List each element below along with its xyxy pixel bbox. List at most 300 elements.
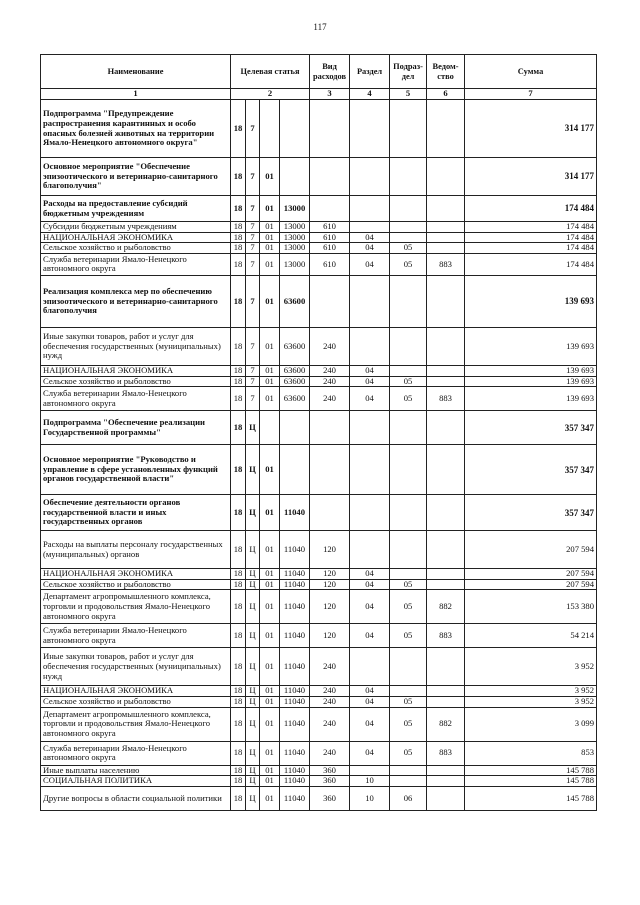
target-code-2: 7 — [246, 387, 260, 411]
header-target-article: Целевая статья — [231, 55, 310, 89]
target-code-4: 11040 — [280, 741, 310, 765]
target-code-3: 01 — [260, 387, 280, 411]
row-name: Субсидии бюджетным учреждениям — [41, 222, 231, 233]
table-row — [41, 387, 597, 411]
amount-cell: 174 484 — [465, 232, 597, 243]
department-cell — [427, 648, 465, 686]
target-code-1: 18 — [231, 648, 246, 686]
department-cell: 883 — [427, 624, 465, 648]
target-code-1: 18 — [231, 100, 246, 158]
table-row — [41, 776, 597, 787]
subsection-cell: 05 — [390, 741, 427, 765]
row-name: Реализация комплекса мер по обеспечению эпизоотического и ветеринарно-санитарного благополучия — [41, 275, 231, 327]
target-code-2: 7 — [246, 243, 260, 254]
target-code-3: 01 — [260, 158, 280, 196]
department-cell — [427, 100, 465, 158]
target-code-1: 18 — [231, 376, 246, 387]
target-code-3: 01 — [260, 765, 280, 776]
expense-type-cell: 240 — [310, 327, 350, 365]
target-code-2: Ц — [246, 686, 260, 697]
table-row — [41, 531, 597, 569]
row-name: Иные закупки товаров, работ и услуг для обеспечения государственных (муниципальных) нужд — [41, 648, 231, 686]
section-cell: 04 — [350, 243, 390, 254]
header-amount: Сумма — [465, 55, 597, 89]
target-code-3: 01 — [260, 196, 280, 222]
target-code-1: 18 — [231, 495, 246, 531]
department-cell: 882 — [427, 590, 465, 624]
subsection-cell — [390, 222, 427, 233]
table-row — [41, 765, 597, 776]
target-code-1: 18 — [231, 387, 246, 411]
column-index: 1 — [41, 89, 231, 100]
target-code-2: Ц — [246, 579, 260, 590]
expense-type-cell: 120 — [310, 624, 350, 648]
target-code-2: 7 — [246, 196, 260, 222]
section-cell: 04 — [350, 253, 390, 275]
table-row — [41, 786, 597, 810]
table-row — [41, 222, 597, 233]
amount-cell: 174 484 — [465, 243, 597, 254]
table-body — [41, 100, 597, 811]
target-code-3: 01 — [260, 579, 280, 590]
target-code-2: Ц — [246, 648, 260, 686]
amount-cell: 3 952 — [465, 648, 597, 686]
subsection-cell — [390, 158, 427, 196]
target-code-4: 11040 — [280, 624, 310, 648]
department-cell: 883 — [427, 387, 465, 411]
department-cell — [427, 376, 465, 387]
expense-type-cell — [310, 411, 350, 445]
target-code-1: 18 — [231, 531, 246, 569]
table-header-row — [41, 55, 597, 89]
target-code-4: 63600 — [280, 327, 310, 365]
department-cell — [427, 569, 465, 580]
target-code-3: 01 — [260, 327, 280, 365]
amount-cell: 145 788 — [465, 765, 597, 776]
target-code-1: 18 — [231, 786, 246, 810]
department-cell — [427, 411, 465, 445]
row-name: Сельское хозяйство и рыболовство — [41, 579, 231, 590]
target-code-4: 11040 — [280, 590, 310, 624]
expense-type-cell: 360 — [310, 786, 350, 810]
row-name: НАЦИОНАЛЬНАЯ ЭКОНОМИКА — [41, 232, 231, 243]
row-name: Служба ветеринарии Ямало-Ненецкого автономного округа — [41, 624, 231, 648]
target-code-1: 18 — [231, 776, 246, 787]
target-code-2: 7 — [246, 376, 260, 387]
amount-cell: 139 693 — [465, 387, 597, 411]
section-cell: 04 — [350, 232, 390, 243]
target-code-4: 11040 — [280, 569, 310, 580]
target-code-2: Ц — [246, 569, 260, 580]
subsection-cell — [390, 365, 427, 376]
target-code-2: Ц — [246, 697, 260, 708]
expense-type-cell: 240 — [310, 387, 350, 411]
target-code-2: Ц — [246, 411, 260, 445]
subsection-cell — [390, 648, 427, 686]
department-cell: 883 — [427, 741, 465, 765]
section-cell: 04 — [350, 686, 390, 697]
department-cell — [427, 445, 465, 495]
target-code-4 — [280, 445, 310, 495]
section-cell — [350, 158, 390, 196]
section-cell: 04 — [350, 697, 390, 708]
expense-type-cell: 120 — [310, 590, 350, 624]
amount-cell: 174 484 — [465, 196, 597, 222]
section-cell — [350, 445, 390, 495]
row-name: СОЦИАЛЬНАЯ ПОЛИТИКА — [41, 776, 231, 787]
section-cell — [350, 648, 390, 686]
row-name: НАЦИОНАЛЬНАЯ ЭКОНОМИКА — [41, 686, 231, 697]
column-index: 7 — [465, 89, 597, 100]
table-row — [41, 569, 597, 580]
target-code-3: 01 — [260, 686, 280, 697]
department-cell: 882 — [427, 707, 465, 741]
table-row — [41, 365, 597, 376]
header-department: Ведом-ство — [427, 55, 465, 89]
table-row — [41, 253, 597, 275]
target-code-3: 01 — [260, 376, 280, 387]
target-code-4: 11040 — [280, 579, 310, 590]
header-expense-type: Вид расходов — [310, 55, 350, 89]
subsection-cell — [390, 327, 427, 365]
page-number: 117 — [313, 22, 327, 32]
target-code-4: 13000 — [280, 253, 310, 275]
target-code-3: 01 — [260, 590, 280, 624]
subsection-cell — [390, 232, 427, 243]
subsection-cell — [390, 445, 427, 495]
amount-cell: 145 788 — [465, 786, 597, 810]
target-code-1: 18 — [231, 741, 246, 765]
target-code-4 — [280, 100, 310, 158]
table-row — [41, 327, 597, 365]
target-code-1: 18 — [231, 243, 246, 254]
table-row — [41, 495, 597, 531]
table-row — [41, 100, 597, 158]
budget-table — [40, 54, 597, 811]
expense-type-cell — [310, 100, 350, 158]
section-cell: 04 — [350, 569, 390, 580]
subsection-cell: 05 — [390, 579, 427, 590]
expense-type-cell — [310, 196, 350, 222]
table-row — [41, 697, 597, 708]
amount-cell: 853 — [465, 741, 597, 765]
row-name: Иные выплаты населению — [41, 765, 231, 776]
amount-cell: 3 952 — [465, 686, 597, 697]
department-cell — [427, 243, 465, 254]
row-name: Подпрограмма "Обеспечение реализации Государственной программы" — [41, 411, 231, 445]
table-row — [41, 624, 597, 648]
table-row — [41, 741, 597, 765]
row-name: Иные закупки товаров, работ и услуг для обеспечения государственных (муниципальных) нужд — [41, 327, 231, 365]
target-code-2: Ц — [246, 624, 260, 648]
target-code-4: 11040 — [280, 686, 310, 697]
target-code-3: 01 — [260, 232, 280, 243]
target-code-4: 63600 — [280, 376, 310, 387]
department-cell — [427, 222, 465, 233]
subsection-cell: 05 — [390, 387, 427, 411]
column-index: 3 — [310, 89, 350, 100]
row-name: Основное мероприятие "Обеспечение эпизоотического и ветеринарно-санитарного благополучия" — [41, 158, 231, 196]
expense-type-cell: 610 — [310, 232, 350, 243]
amount-cell: 139 693 — [465, 376, 597, 387]
section-cell: 04 — [350, 624, 390, 648]
subsection-cell — [390, 686, 427, 697]
target-code-4: 11040 — [280, 495, 310, 531]
row-name: Департамент агропромышленного комплекса, торговли и продовольствия Ямало-Ненецкого автономного округа — [41, 590, 231, 624]
target-code-2: Ц — [246, 786, 260, 810]
section-cell — [350, 327, 390, 365]
target-code-1: 18 — [231, 686, 246, 697]
target-code-1: 18 — [231, 569, 246, 580]
department-cell — [427, 495, 465, 531]
target-code-3: 01 — [260, 697, 280, 708]
target-code-3: 01 — [260, 624, 280, 648]
department-cell — [427, 232, 465, 243]
subsection-cell: 05 — [390, 253, 427, 275]
amount-cell: 357 347 — [465, 495, 597, 531]
subsection-cell: 05 — [390, 707, 427, 741]
expense-type-cell: 240 — [310, 648, 350, 686]
target-code-3: 01 — [260, 741, 280, 765]
table-row — [41, 376, 597, 387]
target-code-1: 18 — [231, 365, 246, 376]
header-name: Наименование — [41, 55, 231, 89]
subsection-cell: 05 — [390, 243, 427, 254]
expense-type-cell: 610 — [310, 222, 350, 233]
target-code-4: 13000 — [280, 243, 310, 254]
amount-cell: 314 177 — [465, 100, 597, 158]
target-code-3 — [260, 100, 280, 158]
target-code-3: 01 — [260, 707, 280, 741]
section-cell: 04 — [350, 579, 390, 590]
row-name: Служба ветеринарии Ямало-Ненецкого автономного округа — [41, 387, 231, 411]
subsection-cell — [390, 495, 427, 531]
table-row — [41, 196, 597, 222]
column-index: 5 — [390, 89, 427, 100]
section-cell: 04 — [350, 741, 390, 765]
section-cell: 04 — [350, 365, 390, 376]
table-row — [41, 158, 597, 196]
target-code-2: Ц — [246, 531, 260, 569]
amount-cell: 145 788 — [465, 776, 597, 787]
table-row — [41, 243, 597, 254]
target-code-4: 11040 — [280, 786, 310, 810]
department-cell — [427, 275, 465, 327]
column-index: 4 — [350, 89, 390, 100]
expense-type-cell: 610 — [310, 253, 350, 275]
subsection-cell — [390, 765, 427, 776]
section-cell — [350, 222, 390, 233]
target-code-4: 11040 — [280, 707, 310, 741]
expense-type-cell — [310, 275, 350, 327]
target-code-1: 18 — [231, 196, 246, 222]
target-code-2: Ц — [246, 590, 260, 624]
department-cell — [427, 686, 465, 697]
target-code-3: 01 — [260, 495, 280, 531]
row-name: Департамент агропромышленного комплекса, торговли и продовольствия Ямало-Ненецкого автономного округа — [41, 707, 231, 741]
target-code-1: 18 — [231, 275, 246, 327]
department-cell — [427, 158, 465, 196]
row-name: Сельское хозяйство и рыболовство — [41, 376, 231, 387]
table-row — [41, 579, 597, 590]
section-cell — [350, 765, 390, 776]
department-cell — [427, 697, 465, 708]
subsection-cell — [390, 100, 427, 158]
target-code-1: 18 — [231, 232, 246, 243]
expense-type-cell: 240 — [310, 686, 350, 697]
amount-cell: 3 099 — [465, 707, 597, 741]
expense-type-cell: 120 — [310, 531, 350, 569]
row-name: Сельское хозяйство и рыболовство — [41, 243, 231, 254]
target-code-3: 01 — [260, 222, 280, 233]
header-section: Раздел — [350, 55, 390, 89]
department-cell — [427, 776, 465, 787]
row-name: Сельское хозяйство и рыболовство — [41, 697, 231, 708]
row-name: Основное мероприятие "Руководство и управление в сфере установленных функций органов государственной власти" — [41, 445, 231, 495]
target-code-1: 18 — [231, 707, 246, 741]
header-subsection: Подраз-дел — [390, 55, 427, 89]
amount-cell: 357 347 — [465, 445, 597, 495]
target-code-1: 18 — [231, 590, 246, 624]
department-cell — [427, 765, 465, 776]
amount-cell: 207 594 — [465, 579, 597, 590]
section-cell — [350, 495, 390, 531]
subsection-cell — [390, 196, 427, 222]
department-cell — [427, 327, 465, 365]
row-name: Другие вопросы в области социальной политики — [41, 786, 231, 810]
expense-type-cell — [310, 445, 350, 495]
row-name: НАЦИОНАЛЬНАЯ ЭКОНОМИКА — [41, 365, 231, 376]
target-code-3: 01 — [260, 786, 280, 810]
section-cell — [350, 100, 390, 158]
target-code-2: 7 — [246, 100, 260, 158]
subsection-cell — [390, 411, 427, 445]
expense-type-cell: 360 — [310, 776, 350, 787]
target-code-4: 63600 — [280, 387, 310, 411]
amount-cell: 174 484 — [465, 222, 597, 233]
target-code-2: 7 — [246, 275, 260, 327]
target-code-2: 7 — [246, 232, 260, 243]
section-cell — [350, 411, 390, 445]
amount-cell: 314 177 — [465, 158, 597, 196]
table-row — [41, 686, 597, 697]
target-code-3 — [260, 411, 280, 445]
section-cell — [350, 531, 390, 569]
target-code-2: 7 — [246, 222, 260, 233]
column-index-row — [41, 89, 597, 100]
expense-type-cell: 120 — [310, 579, 350, 590]
table-row — [41, 590, 597, 624]
target-code-2: Ц — [246, 445, 260, 495]
target-code-4: 11040 — [280, 648, 310, 686]
target-code-1: 18 — [231, 411, 246, 445]
amount-cell: 357 347 — [465, 411, 597, 445]
expense-type-cell: 360 — [310, 765, 350, 776]
target-code-1: 18 — [231, 158, 246, 196]
target-code-3: 01 — [260, 569, 280, 580]
target-code-4 — [280, 158, 310, 196]
section-cell: 04 — [350, 376, 390, 387]
column-index: 6 — [427, 89, 465, 100]
amount-cell: 153 380 — [465, 590, 597, 624]
expense-type-cell: 240 — [310, 376, 350, 387]
row-name: Подпрограмма "Предупреждение распространения карантинных и особо опасных болезней животных на территории Ямало-Ненецкого автономного округа" — [41, 100, 231, 158]
department-cell — [427, 196, 465, 222]
subsection-cell — [390, 569, 427, 580]
target-code-4: 13000 — [280, 222, 310, 233]
table-row — [41, 707, 597, 741]
target-code-4: 13000 — [280, 196, 310, 222]
row-name: Служба ветеринарии Ямало-Ненецкого автономного округа — [41, 253, 231, 275]
section-cell: 10 — [350, 786, 390, 810]
target-code-3: 01 — [260, 275, 280, 327]
table-row — [41, 411, 597, 445]
target-code-1: 18 — [231, 765, 246, 776]
expense-type-cell — [310, 158, 350, 196]
amount-cell: 139 693 — [465, 275, 597, 327]
expense-type-cell: 240 — [310, 697, 350, 708]
subsection-cell — [390, 776, 427, 787]
target-code-1: 18 — [231, 253, 246, 275]
target-code-1: 18 — [231, 697, 246, 708]
target-code-3: 01 — [260, 776, 280, 787]
department-cell: 883 — [427, 253, 465, 275]
row-name: Расходы на предоставление субсидий бюджетным учреждениям — [41, 196, 231, 222]
target-code-4 — [280, 411, 310, 445]
table-row — [41, 275, 597, 327]
target-code-2: 7 — [246, 253, 260, 275]
target-code-2: Ц — [246, 707, 260, 741]
amount-cell: 3 952 — [465, 697, 597, 708]
target-code-1: 18 — [231, 624, 246, 648]
section-cell: 10 — [350, 776, 390, 787]
target-code-3: 01 — [260, 445, 280, 495]
row-name: Обеспечение деятельности органов государственной власти и иных государственных органов — [41, 495, 231, 531]
subsection-cell: 05 — [390, 376, 427, 387]
department-cell — [427, 786, 465, 810]
amount-cell: 207 594 — [465, 569, 597, 580]
expense-type-cell: 610 — [310, 243, 350, 254]
target-code-1: 18 — [231, 579, 246, 590]
subsection-cell — [390, 275, 427, 327]
expense-type-cell: 240 — [310, 365, 350, 376]
target-code-4: 11040 — [280, 776, 310, 787]
department-cell — [427, 579, 465, 590]
expense-type-cell: 240 — [310, 707, 350, 741]
target-code-2: Ц — [246, 776, 260, 787]
row-name: Расходы на выплаты персоналу государственных (муниципальных) органов — [41, 531, 231, 569]
target-code-4: 11040 — [280, 765, 310, 776]
amount-cell: 207 594 — [465, 531, 597, 569]
target-code-3: 01 — [260, 243, 280, 254]
target-code-2: Ц — [246, 741, 260, 765]
section-cell: 04 — [350, 707, 390, 741]
target-code-4: 63600 — [280, 275, 310, 327]
subsection-cell: 05 — [390, 697, 427, 708]
section-cell: 04 — [350, 590, 390, 624]
table-row — [41, 648, 597, 686]
target-code-3: 01 — [260, 648, 280, 686]
amount-cell: 139 693 — [465, 327, 597, 365]
target-code-3: 01 — [260, 253, 280, 275]
table-row — [41, 232, 597, 243]
subsection-cell — [390, 531, 427, 569]
target-code-4: 13000 — [280, 232, 310, 243]
subsection-cell: 06 — [390, 786, 427, 810]
target-code-1: 18 — [231, 222, 246, 233]
column-index: 2 — [231, 89, 310, 100]
expense-type-cell: 240 — [310, 741, 350, 765]
